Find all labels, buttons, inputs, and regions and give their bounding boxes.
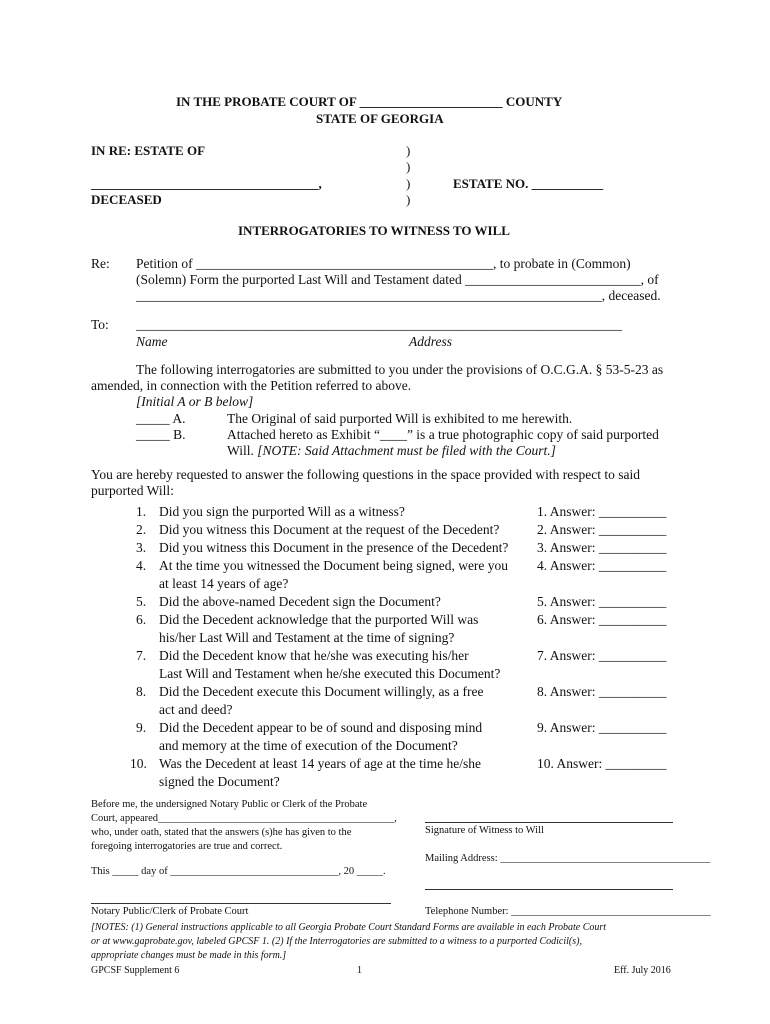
notary-text: foregoing interrogatories are true and correct. — [91, 841, 283, 852]
answer-field-6[interactable]: 6. Answer: __________ — [537, 612, 667, 627]
answer-field-3[interactable]: 3. Answer: __________ — [537, 540, 667, 555]
option-b-note — [227, 443, 556, 459]
intro-text: amended, in connection with the Petition referred to above. — [91, 378, 412, 393]
option-b-text: Attached hereto as Exhibit “____” is a true photographic copy of said purported — [227, 427, 659, 442]
question-text: Did the Decedent know that he/she was executing his/her — [159, 648, 469, 663]
form-title: INTERROGATORIES TO WITNESS TO WILL — [238, 223, 510, 238]
answer-field-2[interactable]: 2. Answer: __________ — [537, 522, 667, 537]
question-number: 7. — [136, 648, 147, 663]
caption-paren: ) — [406, 192, 411, 207]
deceased-line[interactable]: _____________________________________________________________________, deceased. — [136, 288, 661, 303]
petition-line[interactable]: Petition of ____________________________________________, to probate in (Common) — [136, 256, 631, 271]
address-label: Address — [409, 334, 452, 349]
notary-signature-line[interactable] — [91, 903, 391, 904]
estate-name-field[interactable]: ___________________________________, — [91, 176, 322, 191]
question-text: Did you witness this Document at the request of the Decedent? — [159, 522, 500, 537]
question-number: 2. — [136, 522, 147, 537]
option-b-initial-field[interactable]: _____ B. — [136, 427, 186, 442]
footer-form-id: GPCSF Supplement 6 — [91, 965, 180, 976]
question-text: Did you witness this Document in the presence of the Decedent? — [159, 540, 509, 555]
question-text: his/her Last Will and Testament at the time of signing? — [159, 630, 455, 645]
answer-field-7[interactable]: 7. Answer: __________ — [537, 648, 667, 663]
answer-field-9[interactable]: 9. Answer: __________ — [537, 720, 667, 735]
question-text: Did the above-named Decedent sign the Document? — [159, 594, 441, 609]
mailing-address-field[interactable]: Mailing Address: ________________________________________ — [425, 853, 711, 864]
question-text: and memory at the time of execution of the Document? — [159, 738, 458, 753]
question-number: 8. — [136, 684, 147, 699]
option-b-note-plain: Will. — [227, 443, 258, 458]
question-number: 5. — [136, 594, 147, 609]
question-number: 6. — [136, 612, 147, 627]
caption-paren: ) — [406, 143, 411, 158]
page-number: 1 — [357, 965, 362, 976]
notes-text: or at www.gaprobate.gov, labeled GPCSF 1. (2) If the Interrogatories are submitted to a witness to a purported Codicil(s), — [91, 936, 582, 947]
question-text: signed the Document? — [159, 774, 280, 789]
to-line[interactable]: ________________________________________________________________________ — [136, 317, 622, 332]
answer-field-8[interactable]: 8. Answer: __________ — [537, 684, 667, 699]
notes-text: appropriate changes must be made in this form.] — [91, 950, 287, 961]
initial-note: [Initial A or B below] — [136, 394, 254, 409]
intro-text: The following interrogatories are submitted to you under the provisions of O.C.G.A. § 53-5-23 as — [136, 362, 664, 377]
question-number: 3. — [136, 540, 147, 555]
question-number: 4. — [136, 558, 147, 573]
court-heading: IN THE PROBATE COURT OF ______________________ COUNTY — [176, 94, 563, 109]
question-text: Was the Decedent at least 14 years of age at the time he/she — [159, 756, 482, 771]
footer-effective-date: Eff. July 2016 — [614, 965, 671, 976]
question-text: at least 14 years of age? — [159, 576, 289, 591]
request-text: purported Will: — [91, 483, 174, 498]
telephone-field[interactable]: Telephone Number: ______________________________________ — [425, 906, 711, 917]
notary-signature-label: Notary Public/Clerk of Probate Court — [91, 906, 249, 917]
caption-paren: ) — [406, 176, 411, 191]
witness-signature-line[interactable] — [425, 822, 673, 823]
question-text: Did the Decedent execute this Document willingly, as a free — [159, 684, 484, 699]
answer-field-10[interactable]: 10. Answer: _________ — [537, 756, 667, 771]
question-text: At the time you witnessed the Document being signed, were you — [159, 558, 509, 573]
notary-text: Before me, the undersigned Notary Public or Clerk of the Probate — [91, 799, 368, 810]
notary-text: who, under oath, stated that the answers (s)he has given to the — [91, 827, 352, 838]
appeared-field[interactable]: Court, appeared_____________________________________________, — [91, 813, 397, 824]
answer-field-5[interactable]: 5. Answer: __________ — [537, 594, 667, 609]
question-text: Did you sign the purported Will as a witness? — [159, 504, 405, 519]
to-label: To: — [91, 317, 109, 332]
question-text: Did the Decedent acknowledge that the purported Will was — [159, 612, 479, 627]
state-heading: STATE OF GEORGIA — [316, 111, 444, 126]
re-label: Re: — [91, 256, 110, 271]
option-b-note-italic: [NOTE: Said Attachment must be filed with the Court.] — [257, 443, 556, 458]
question-number: 9. — [136, 720, 147, 735]
notes-text: [NOTES: (1) General instructions applicable to all Georgia Probate Court Standard Forms are available in each Probate Court — [91, 922, 607, 933]
request-text: You are hereby requested to answer the following questions in the space provided with respect to said — [91, 467, 640, 482]
question-number: 1. — [136, 504, 147, 519]
answer-field-4[interactable]: 4. Answer: __________ — [537, 558, 667, 573]
caption-paren: ) — [406, 159, 411, 174]
question-text: act and deed? — [159, 702, 233, 717]
mailing-address-line-2[interactable] — [425, 889, 673, 890]
question-text: Last Will and Testament when he/she executed this Document? — [159, 666, 501, 681]
name-label: Name — [136, 334, 168, 349]
option-a-initial-field[interactable]: _____ A. — [136, 411, 186, 426]
deceased-label: DECEASED — [91, 192, 162, 207]
notary-date-field[interactable]: This _____ day of ________________________________, 20 _____. — [91, 866, 386, 877]
will-date-line[interactable]: (Solemn) Form the purported Last Will and Testament dated __________________________, of — [136, 272, 659, 287]
question-number: 10. — [130, 756, 147, 771]
question-text: Did the Decedent appear to be of sound and disposing mind — [159, 720, 483, 735]
option-a-text: The Original of said purported Will is exhibited to me herewith. — [227, 411, 573, 426]
estate-number-field[interactable]: ESTATE NO. ___________ — [453, 176, 604, 191]
answer-field-1[interactable]: 1. Answer: __________ — [537, 504, 667, 519]
in-re-label: IN RE: ESTATE OF — [91, 143, 206, 158]
witness-signature-label: Signature of Witness to Will — [425, 825, 544, 836]
